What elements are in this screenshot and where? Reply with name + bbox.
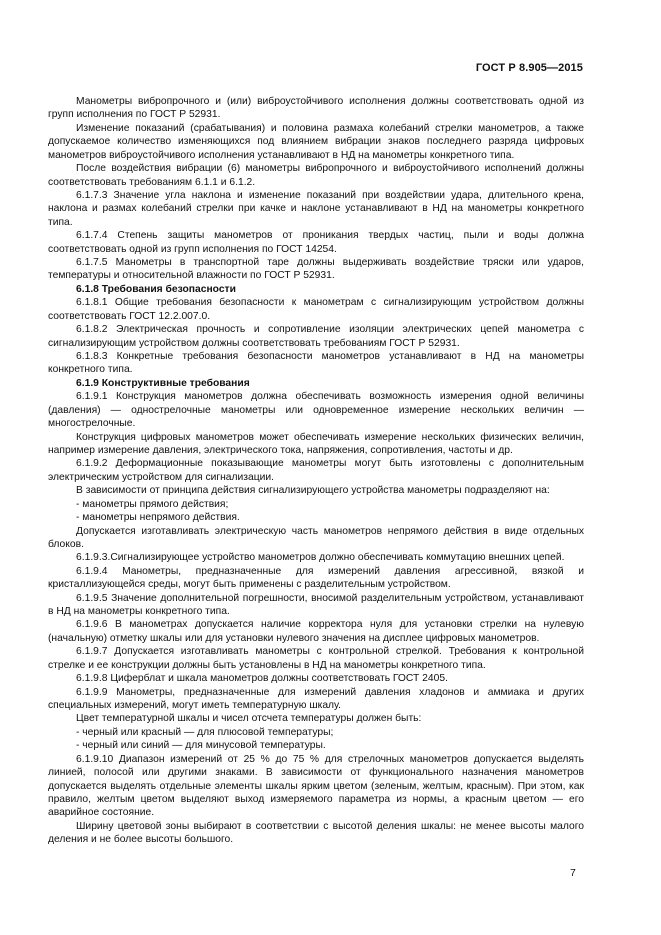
paragraph: 6.1.9.4 Манометры, предназначенные для измерений давления агрессивной, вязкой и кристаллизующейся среды, могут быть применены с разделительным устройством. <box>48 565 584 591</box>
paragraph: Допускается изготавливать электрическую часть манометров непрямого действия в виде отдельных блоков. <box>48 525 584 550</box>
paragraph: 6.1.9.6 В манометрах допускается наличие корректора нуля для установки стрелки на нулевую (начальную) отметку шкалы или для установки нулевого значения на дисплее цифровых манометров. <box>48 619 584 644</box>
body-text <box>48 95 584 847</box>
paragraph: 6.1.9.5 Значение дополнительной погрешности, вносимой разделительным устройством, устанавливают в НД на манометры конкретного типа. <box>48 592 584 618</box>
paragraph: 6.1.9.9 Манометры, предназначенные для измерений давления хладонов и аммиака и других специальных измерений, могут иметь температурную шкалу. <box>48 686 584 711</box>
paragraph: 6.1.8.3 Конкретные требования безопасности манометров устанавливают в НД на манометры конкретного типа. <box>48 351 584 376</box>
paragraph: - черный или синий — для минусовой температуры. <box>76 740 326 752</box>
paragraph: 6.1.9.7 Допускается изготавливать манометры с контрольной стрелкой. Требования к контрольной стрелке и ее конструкции должны быть установлены в НД на манометры конкретного типа. <box>48 646 584 671</box>
paragraph: 6.1.7.3 Значение угла наклона и изменение показаний при воздействии удара, длительного крена, наклона и размах колебаний стрелки при качке и наклоне устанавливают в НД на манометры конкретного типа. <box>48 189 584 228</box>
paragraph: В зависимости от принципа действия сигнализирующего устройства манометры подразделяют на: <box>76 485 550 497</box>
section-heading: 6.1.9 Конструктивные требования <box>76 377 250 389</box>
paragraph: 6.1.9.10 Диапазон измерений от 25 % до 75 % для стрелочных манометров допускается выделять линией, полосой или другими знаками. В зависимости от функционального назначения манометров допускается выделять отдельные элементы шкалы ярким цветом (зеленым, желтым, красным). При этом, как правило, желтым цветом выделяют выход измеряемого параметра из нормы, а красным цветом — его аварийное состояние. <box>48 753 584 819</box>
paragraph: Цвет температурной шкалы и чисел отсчета температуры должен быть: <box>76 713 422 725</box>
paragraph: - манометры прямого действия; <box>76 498 229 510</box>
paragraph: Изменение показаний (срабатывания) и половина размаха колебаний стрелки манометров, а также допускаемое количество изменяющихся под влиянием вибрации знаков последнего разряда цифровых манометров виброустойчивого исполнения устанавливают в НД на манометры конкретного типа. <box>48 122 584 161</box>
paragraph: 6.1.7.5 Манометры в транспортной таре должны выдерживать воздействие тряски или ударов, температуры и относительной влажности по ГОСТ Р 52931. <box>48 257 584 282</box>
section-heading: 6.1.8 Требования безопасности <box>76 283 236 295</box>
document-code-header: ГОСТ Р 8.905—2015 <box>475 62 583 74</box>
paragraph: Конструкция цифровых манометров может обеспечивать измерение нескольких физических величин, например измерение давления, электрического тока, напряжения, сопротивления, частоты и др. <box>48 431 584 456</box>
paragraph: 6.1.9.8 Циферблат и шкала манометров должны соответствовать ГОСТ 2405. <box>76 673 448 685</box>
page-number: 7 <box>570 867 576 879</box>
paragraph: 6.1.7.4 Степень защиты манометров от проникания твердых частиц, пыли и воды должна соответствовать одной из групп исполнения по ГОСТ 14254. <box>48 230 584 255</box>
paragraph: Ширину цветовой зоны выбирают в соответствии с высотой деления шкалы: не менее высоты малого деления и не более высоты большого. <box>48 820 584 846</box>
paragraph: 6.1.9.3.Сигнализирующее устройство манометров должно обеспечивать коммутацию внешних цепей. <box>76 552 565 564</box>
paragraph: 6.1.8.1 Общие требования безопасности к манометрам с сигнализирующим устройством должны соответствовать ГОСТ 12.2.007.0. <box>48 297 584 322</box>
paragraph: 6.1.9.2 Деформационные показывающие манометры могут быть изготовлены с дополнительным электрическим устройством для сигнализации. <box>48 458 584 483</box>
paragraph: - черный или красный — для плюсовой температуры; <box>76 726 334 738</box>
paragraph: 6.1.9.1 Конструкция манометров должна обеспечивать возможность измерения одной величины (давления) — однострелочные манометры или одновременное измерение нескольких величин — многострелочные. <box>48 391 584 430</box>
paragraph: Манометры вибропрочного и (или) виброустойчивого исполнения должны соответствовать одной из групп исполнения по ГОСТ Р 52931. <box>48 96 584 121</box>
paragraph: После воздействия вибрации (6) манометры вибропрочного и виброустойчивого исполнений должны соответствовать требованиям 6.1.1 и 6.1.2. <box>48 163 584 188</box>
paragraph: 6.1.8.2 Электрическая прочность и сопротивление изоляции электрических цепей манометра с сигнализирующим устройством должны соответствовать требованиям ГОСТ Р 52931. <box>48 324 584 349</box>
paragraph: - манометры непрямого действия. <box>76 512 240 524</box>
